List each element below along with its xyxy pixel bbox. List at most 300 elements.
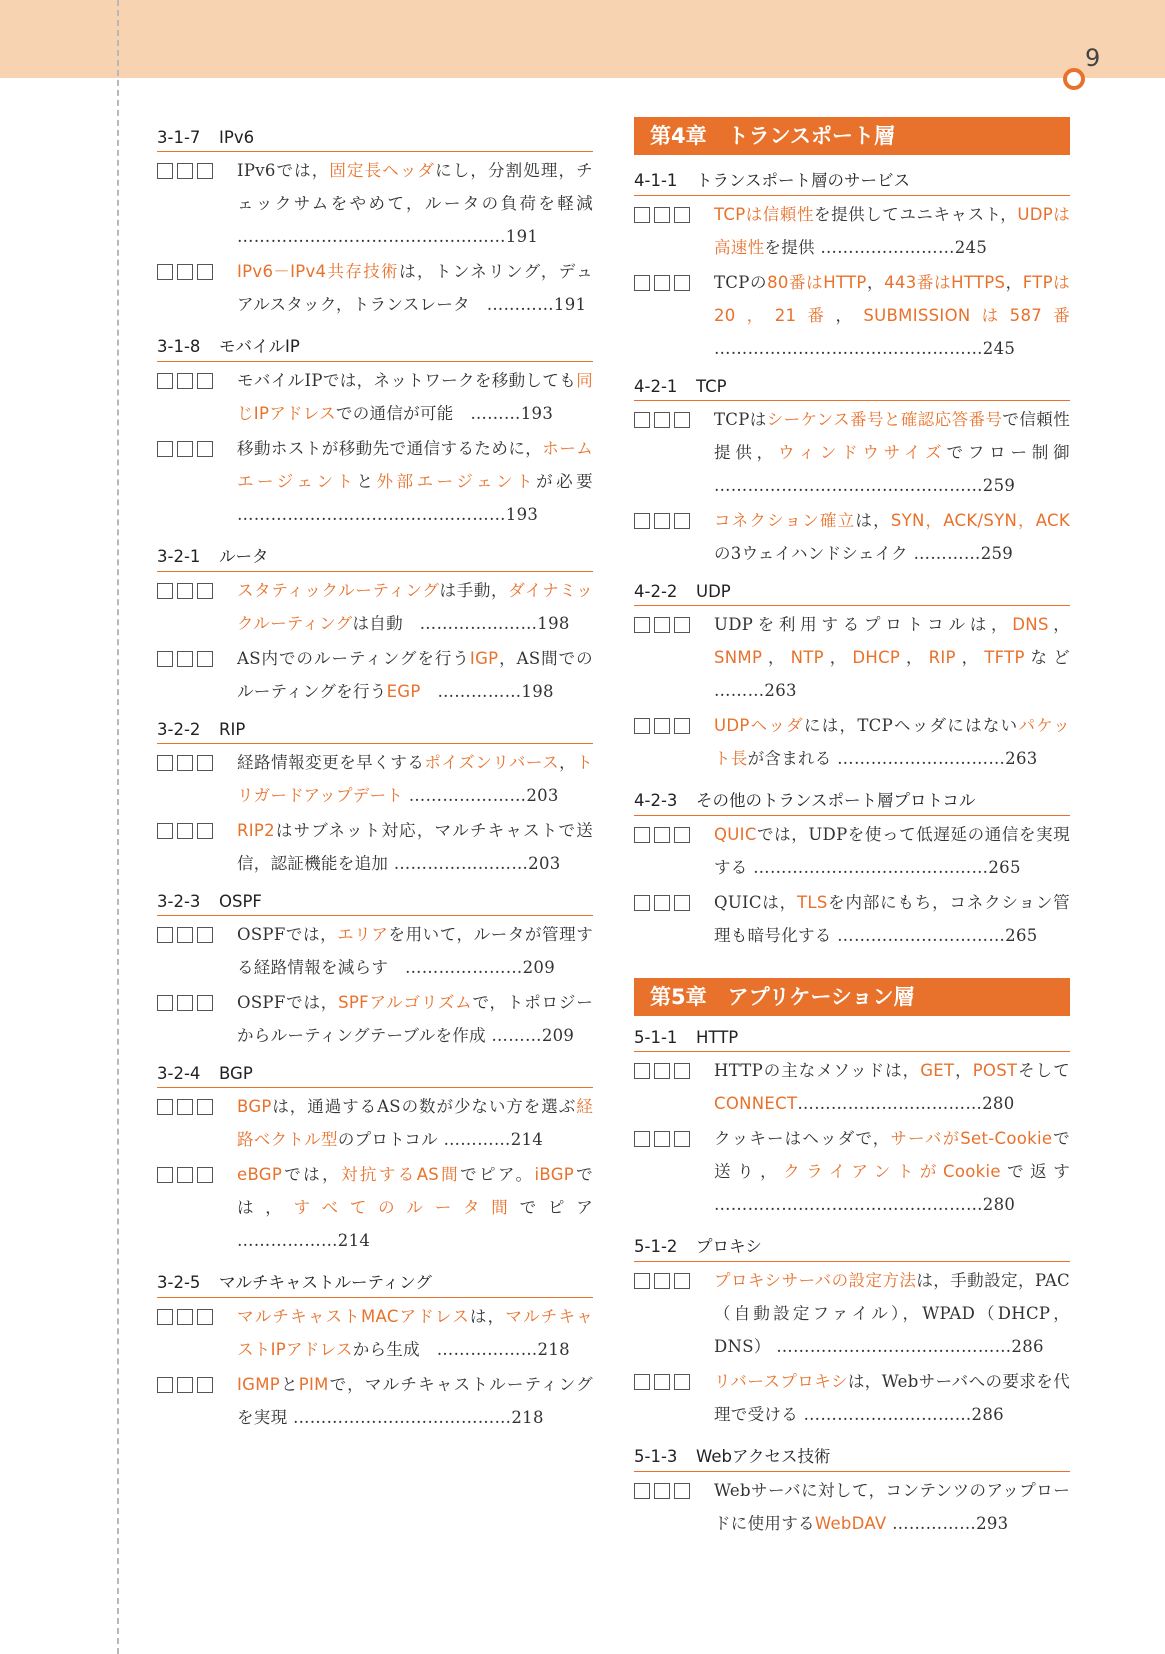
- checkbox-icon[interactable]: [177, 1167, 193, 1183]
- checklist-item: [634, 818, 1070, 884]
- section-title: [634, 1231, 1070, 1262]
- page-reference: ……………198: [437, 682, 554, 701]
- page-reference: ………193: [470, 404, 554, 423]
- binding-guide-line: [117, 0, 119, 1654]
- checkbox-group: [157, 1167, 213, 1183]
- text-segment: QUICは，: [714, 893, 797, 912]
- left-column: [157, 126, 610, 1434]
- section-number: 4-2-1: [634, 377, 678, 396]
- checkbox-icon[interactable]: [157, 651, 173, 667]
- section-title-text: その他のトランスポート層プロトコル: [696, 791, 976, 810]
- text-segment: IPv6では，: [237, 161, 330, 180]
- section-title: [157, 126, 593, 152]
- text-segment: は，: [469, 1307, 506, 1326]
- checkbox-icon[interactable]: [177, 1377, 193, 1393]
- checkbox-icon[interactable]: [177, 264, 193, 280]
- checkbox-icon[interactable]: [157, 995, 173, 1011]
- page-reference: ………209: [491, 1026, 575, 1045]
- section-title: [634, 1026, 1070, 1052]
- chapter-4-heading: 第4章 トランスポート層: [634, 117, 1070, 155]
- text-segment: TCPの: [714, 273, 768, 292]
- keyword-highlight: 対抗するAS間: [341, 1165, 461, 1184]
- checkbox-icon[interactable]: [197, 583, 213, 599]
- keyword-highlight: エリア: [337, 925, 389, 944]
- checkbox-icon[interactable]: [157, 441, 173, 457]
- text-segment: は，: [855, 511, 891, 530]
- keyword-highlight: PIM: [298, 1375, 329, 1394]
- section-3-2-4: [157, 1062, 610, 1257]
- text-segment: の3ウェイハンドシェイク: [714, 544, 914, 563]
- keyword-highlight: RIP2: [237, 821, 275, 840]
- checkbox-icon[interactable]: [654, 275, 670, 291]
- text-segment: ，AS間でのルーティングを行う: [237, 649, 593, 701]
- page-reference: …………………209: [405, 958, 555, 977]
- keyword-highlight: DNS: [1012, 615, 1049, 634]
- checkbox-icon[interactable]: [177, 995, 193, 1011]
- checkbox-icon[interactable]: [197, 1099, 213, 1115]
- checkbox-icon[interactable]: [197, 1309, 213, 1325]
- keyword-highlight: RIP: [928, 648, 956, 667]
- text-segment: で返す: [1000, 1162, 1071, 1181]
- item-text: [237, 642, 593, 708]
- section-5-1-3: [634, 1441, 1070, 1540]
- keyword-highlight: UDPは高速性: [714, 205, 1071, 257]
- item-text: [237, 918, 593, 984]
- checkbox-icon[interactable]: [157, 1099, 173, 1115]
- checkbox-icon[interactable]: [654, 617, 670, 633]
- keyword-highlight: QUIC: [714, 825, 757, 844]
- section-3-1-8: [157, 331, 593, 531]
- checkbox-icon[interactable]: [674, 207, 690, 223]
- text-segment: のプロトコル: [337, 1130, 444, 1149]
- checkbox-group: [157, 823, 213, 839]
- page-reference: …………214: [443, 1130, 544, 1149]
- section-title: [634, 1441, 1070, 1472]
- checkbox-icon[interactable]: [654, 207, 670, 223]
- checklist-item: [157, 986, 593, 1052]
- checkbox-icon[interactable]: [674, 617, 690, 633]
- text-segment: には，TCPヘッダにはない: [803, 716, 1019, 735]
- checkbox-icon[interactable]: [674, 895, 690, 911]
- item-text: [714, 1054, 1070, 1120]
- keyword-highlight: CONNECT: [714, 1094, 798, 1113]
- page-reference: …………………198: [419, 614, 570, 633]
- text-segment: ，: [900, 648, 929, 667]
- checkbox-icon[interactable]: [177, 823, 193, 839]
- checklist-item: [157, 364, 593, 430]
- keyword-highlight: 経路ベクトル型: [237, 1097, 593, 1149]
- checkbox-icon[interactable]: [197, 651, 213, 667]
- text-segment: は，通過するASの数が少ない方を選ぶ: [271, 1097, 577, 1116]
- keyword-highlight: クライアントがCookie: [783, 1162, 1001, 1181]
- section-number: 3-1-7: [157, 128, 201, 147]
- item-text: [237, 986, 593, 1052]
- checkbox-icon[interactable]: [654, 718, 670, 734]
- checkbox-icon[interactable]: [157, 583, 173, 599]
- checkbox-icon[interactable]: [177, 1309, 193, 1325]
- checkbox-icon[interactable]: [674, 1131, 690, 1147]
- text-segment: ，: [823, 648, 853, 667]
- checkbox-icon[interactable]: [197, 1377, 213, 1393]
- checkbox-icon[interactable]: [197, 1167, 213, 1183]
- item-text: [714, 1365, 1070, 1431]
- checkbox-group: [634, 895, 690, 911]
- page-reference: …………………203: [408, 786, 559, 805]
- keyword-highlight: ポイズンリバース: [424, 753, 560, 772]
- page-reference: ……………………245: [820, 238, 988, 257]
- text-segment: HTTPの主なメソッドは，: [714, 1061, 921, 1080]
- checkbox-group: [634, 1063, 690, 1079]
- checkbox-icon[interactable]: [197, 927, 213, 943]
- text-segment: 移動ホストが移動先で通信するために，: [237, 439, 543, 458]
- checklist-item: [157, 1090, 593, 1156]
- section-title: [634, 580, 1070, 606]
- keyword-highlight: SNMP: [714, 648, 763, 667]
- text-segment: を用いて，ルータが管理する経路情報を減らす: [237, 925, 593, 977]
- keyword-highlight: FTPは20，21番: [714, 273, 1070, 325]
- item-text: [714, 709, 1070, 775]
- checkbox-icon[interactable]: [654, 1374, 670, 1390]
- text-segment: TCPは: [714, 410, 767, 429]
- item-text: [714, 403, 1070, 502]
- page-reference: …………191: [486, 295, 587, 314]
- checkbox-group: [634, 1273, 690, 1289]
- checklist-item: [157, 746, 593, 812]
- section-number: 3-2-5: [157, 1273, 201, 1292]
- checkbox-icon[interactable]: [654, 1063, 670, 1079]
- section-title-text: プロキシ: [696, 1237, 762, 1256]
- checkbox-group: [634, 275, 690, 291]
- checklist-item: [634, 504, 1070, 570]
- checkbox-icon[interactable]: [674, 1063, 690, 1079]
- item-text: [237, 814, 593, 880]
- text-segment: では，: [237, 1165, 593, 1217]
- checkbox-icon[interactable]: [177, 441, 193, 457]
- header-band: [0, 0, 1165, 78]
- checkbox-icon[interactable]: [674, 1273, 690, 1289]
- item-text: [714, 266, 1070, 365]
- checklist-item: [157, 1158, 610, 1257]
- text-segment: そして: [1017, 1061, 1070, 1080]
- item-text: [714, 1474, 1070, 1540]
- checkbox-icon[interactable]: [157, 755, 173, 771]
- keyword-highlight: SUBMISSIONは587番: [863, 306, 1070, 325]
- checkbox-group: [157, 651, 213, 667]
- keyword-highlight: BGP: [237, 1097, 272, 1116]
- checkbox-group: [634, 412, 690, 428]
- checkbox-icon[interactable]: [654, 513, 670, 529]
- text-segment: は，トンネリング，デュアルスタック，トランスレータ: [237, 262, 593, 314]
- page-reference: …………………………………………193: [237, 505, 539, 524]
- chapter-4-sections: [634, 165, 1087, 952]
- section-title: [157, 1267, 593, 1298]
- text-segment: ，: [1048, 615, 1070, 634]
- section-number: 4-2-2: [634, 582, 678, 601]
- text-segment: での通信が可能: [335, 404, 471, 423]
- checkbox-icon[interactable]: [197, 373, 213, 389]
- checkbox-icon[interactable]: [177, 163, 193, 179]
- checkbox-icon[interactable]: [177, 927, 193, 943]
- checkbox-icon[interactable]: [157, 927, 173, 943]
- section-number: 3-2-4: [157, 1064, 201, 1083]
- checkbox-icon[interactable]: [157, 373, 173, 389]
- page-reference: …………………………286: [803, 1405, 1004, 1424]
- checkbox-group: [634, 1483, 690, 1499]
- text-segment: UDPを利用するプロトコルは，: [714, 615, 1013, 634]
- checklist-item: [157, 255, 593, 321]
- checkbox-group: [634, 513, 690, 529]
- keyword-highlight: パケット長: [714, 716, 1070, 768]
- checkbox-icon[interactable]: [177, 373, 193, 389]
- checkbox-icon[interactable]: [634, 895, 650, 911]
- section-title: [157, 541, 593, 572]
- right-column: [634, 117, 1087, 1540]
- section-title-text: マルチキャストルーティング: [219, 1273, 432, 1292]
- text-segment: を提供: [764, 238, 821, 257]
- page-reference: ……………………………………265: [753, 858, 1021, 877]
- keyword-highlight: トリガードアップデート: [237, 753, 593, 805]
- text-segment: は手動，: [439, 581, 509, 600]
- checkbox-icon[interactable]: [197, 823, 213, 839]
- keyword-highlight: WebDAV: [814, 1514, 887, 1533]
- item-text: [714, 198, 1070, 264]
- keyword-highlight: 443番はHTTPS: [884, 273, 1006, 292]
- text-segment: を内部にもち，コネクション管理も暗号化する: [714, 893, 1070, 945]
- item-text: [237, 1300, 593, 1366]
- section-title: [634, 785, 1070, 816]
- checkbox-group: [157, 163, 213, 179]
- text-segment: が含まれる: [747, 749, 838, 768]
- text-segment: モバイルIPでは，ネットワークを移動しても: [237, 371, 577, 390]
- section-title-text: トランスポート層のサービス: [696, 171, 911, 190]
- keyword-highlight: スタティックルーティング: [237, 581, 440, 600]
- checkbox-icon[interactable]: [157, 1167, 173, 1183]
- section-title-text: ルータ: [219, 547, 269, 566]
- text-segment: が必要: [536, 472, 593, 491]
- chapter-5-sections: [634, 1026, 1070, 1540]
- page-reference: …………………………………………245: [714, 339, 1016, 358]
- page-reference: …………………………………218: [292, 1408, 544, 1427]
- page-reference: …………………………………………280: [714, 1195, 1016, 1214]
- text-segment: [421, 682, 438, 701]
- item-text: [237, 1090, 593, 1156]
- checklist-item: [634, 1365, 1070, 1431]
- item-text: [714, 886, 1070, 952]
- checkbox-icon[interactable]: [177, 651, 193, 667]
- keyword-highlight: 同じIPアドレス: [237, 371, 593, 423]
- checkbox-icon[interactable]: [177, 755, 193, 771]
- keyword-highlight: IGP: [469, 649, 499, 668]
- keyword-highlight: プロキシサーバの設定方法: [714, 1271, 917, 1290]
- checkbox-icon[interactable]: [634, 412, 650, 428]
- checkbox-icon[interactable]: [654, 1131, 670, 1147]
- checkbox-icon[interactable]: [674, 827, 690, 843]
- section-4-2-2: [634, 580, 1087, 775]
- text-segment: で送り，: [714, 1129, 1070, 1181]
- checklist-item: [634, 1264, 1070, 1363]
- text-segment: OSPFでは，: [237, 993, 339, 1012]
- text-segment: を提供してユニキャスト，: [814, 205, 1018, 224]
- section-title-text: UDP: [696, 582, 731, 601]
- keyword-highlight: IPv6－IPv4共存技術: [237, 262, 400, 281]
- checkbox-group: [157, 1099, 213, 1115]
- page-reference: ………………214: [237, 1231, 371, 1250]
- checkbox-icon[interactable]: [157, 823, 173, 839]
- section-title-text: IPv6: [219, 128, 255, 147]
- checkbox-icon[interactable]: [634, 718, 650, 734]
- checklist-item: [157, 918, 593, 984]
- checkbox-icon[interactable]: [674, 1483, 690, 1499]
- keyword-highlight: シーケンス番号と確認応答番号: [766, 410, 1003, 429]
- checkbox-icon[interactable]: [157, 264, 173, 280]
- keyword-highlight: NTP: [790, 648, 824, 667]
- text-segment: ，: [835, 306, 864, 325]
- keyword-highlight: IGMP: [237, 1375, 281, 1394]
- text-segment: OSPFでは，: [237, 925, 338, 944]
- checkbox-icon[interactable]: [654, 827, 670, 843]
- text-segment: と: [280, 1375, 299, 1394]
- checkbox-icon[interactable]: [674, 1374, 690, 1390]
- checkbox-icon[interactable]: [654, 412, 670, 428]
- page-reference: …………………………………………259: [714, 476, 1016, 495]
- section-number: 5-1-3: [634, 1447, 678, 1466]
- text-segment: で，マルチキャストルーティングを実現: [237, 1375, 593, 1427]
- keyword-highlight: マルチキャストIPアドレス: [237, 1307, 594, 1359]
- section-title: [634, 375, 1070, 401]
- text-segment: ，: [1005, 273, 1023, 292]
- text-segment: ，: [955, 648, 985, 667]
- section-4-2-3: [634, 785, 1070, 952]
- checkbox-group: [634, 827, 690, 843]
- checkbox-icon[interactable]: [634, 1131, 650, 1147]
- keyword-highlight: 外部エージェント: [376, 472, 537, 491]
- checkbox-group: [157, 1309, 213, 1325]
- text-segment: AS内でのルーティングを行う: [237, 649, 470, 668]
- text-segment: ，: [559, 753, 577, 772]
- checkbox-icon[interactable]: [674, 275, 690, 291]
- checklist-item: [634, 608, 1087, 707]
- section-number: 3-2-2: [157, 720, 201, 739]
- keyword-highlight: マルチキャストMACアドレス: [237, 1307, 470, 1326]
- checklist-item: [634, 1054, 1070, 1120]
- checkbox-icon[interactable]: [654, 1483, 670, 1499]
- checkbox-icon[interactable]: [654, 895, 670, 911]
- section-number: 5-1-1: [634, 1028, 678, 1047]
- page-reference: ………263: [714, 681, 797, 700]
- text-segment: ，: [866, 273, 885, 292]
- text-segment: 経路情報変更を早くする: [237, 753, 425, 772]
- text-segment: は自動: [352, 614, 420, 633]
- checkbox-group: [157, 755, 213, 771]
- keyword-highlight: POST: [972, 1061, 1018, 1080]
- keyword-highlight: TLS: [796, 893, 828, 912]
- page-number: 9: [1085, 44, 1101, 72]
- text-segment: は，手動設定，PAC（自動設定ファイル），WPAD（DHCP，DNS）: [714, 1271, 1070, 1356]
- keyword-highlight: 固定長ヘッダ: [329, 161, 436, 180]
- keyword-highlight: すべてのルータ間: [293, 1198, 520, 1217]
- page-reference: …………………………263: [837, 749, 1038, 768]
- checkbox-icon[interactable]: [197, 995, 213, 1011]
- item-text: [714, 1122, 1070, 1221]
- checklist-item: [157, 432, 593, 531]
- checkbox-group: [634, 617, 690, 633]
- checkbox-icon[interactable]: [654, 1273, 670, 1289]
- checkbox-icon[interactable]: [197, 163, 213, 179]
- page-reference: …………………………265: [837, 926, 1038, 945]
- checkbox-icon[interactable]: [634, 1374, 650, 1390]
- text-segment: クッキーはヘッダで，: [714, 1129, 891, 1148]
- item-text: [237, 154, 593, 253]
- checklist-item: [634, 1474, 1070, 1540]
- checkbox-icon[interactable]: [634, 827, 650, 843]
- section-title-text: BGP: [219, 1064, 253, 1083]
- text-segment: Webサーバに対して，コンテンツのアップロードに使用する: [714, 1481, 1070, 1533]
- checklist-item: [157, 574, 593, 640]
- keyword-highlight: SYN，ACK/SYN，ACK: [890, 511, 1070, 530]
- checkbox-icon[interactable]: [674, 718, 690, 734]
- section-3-2-2: [157, 718, 593, 880]
- checkbox-icon[interactable]: [177, 583, 193, 599]
- item-text: [237, 1158, 610, 1257]
- checkbox-icon[interactable]: [634, 1483, 650, 1499]
- text-segment: では，UDPを使って低遅延の通信を実現する: [714, 825, 1070, 877]
- keyword-highlight: DHCP: [852, 648, 901, 667]
- checkbox-icon[interactable]: [157, 1377, 173, 1393]
- text-segment: でピア。: [460, 1165, 535, 1184]
- checkbox-icon[interactable]: [157, 1309, 173, 1325]
- page-reference: ……………293: [892, 1514, 1009, 1533]
- checkbox-icon[interactable]: [197, 755, 213, 771]
- item-text: [714, 1264, 1070, 1363]
- checkbox-group: [634, 1131, 690, 1147]
- checkbox-icon[interactable]: [674, 412, 690, 428]
- checklist-item: [157, 814, 593, 880]
- section-title: [157, 1062, 593, 1088]
- checklist-item: [157, 1368, 593, 1434]
- checkbox-icon[interactable]: [197, 441, 213, 457]
- text-segment: など: [1024, 648, 1087, 667]
- item-text: [237, 574, 593, 640]
- keyword-highlight: TCPは信頼性: [714, 205, 815, 224]
- checkbox-icon[interactable]: [197, 264, 213, 280]
- section-4-1-1: [634, 165, 1070, 365]
- keyword-highlight: TFTP: [984, 648, 1025, 667]
- text-segment: から生成: [352, 1340, 437, 1359]
- checkbox-icon[interactable]: [674, 513, 690, 529]
- keyword-highlight: EGP: [386, 682, 421, 701]
- checkbox-icon[interactable]: [177, 1099, 193, 1115]
- checkbox-icon[interactable]: [634, 1273, 650, 1289]
- checkbox-icon[interactable]: [634, 207, 650, 223]
- checkbox-icon[interactable]: [634, 513, 650, 529]
- checkbox-icon[interactable]: [157, 163, 173, 179]
- section-title-text: Webアクセス技術: [696, 1447, 831, 1466]
- checkbox-icon[interactable]: [634, 1063, 650, 1079]
- keyword-highlight: サーバがSet-Cookie: [890, 1129, 1053, 1148]
- section-5-1-1: [634, 1026, 1070, 1221]
- keyword-highlight: iBGP: [534, 1165, 575, 1184]
- checkbox-icon[interactable]: [634, 617, 650, 633]
- keyword-highlight: eBGP: [237, 1165, 283, 1184]
- keyword-highlight: リバースプロキシ: [714, 1372, 848, 1391]
- checklist-item: [634, 266, 1070, 365]
- section-number: 3-2-3: [157, 892, 201, 911]
- checkbox-icon[interactable]: [634, 275, 650, 291]
- page-reference: ……………………203: [393, 854, 561, 873]
- section-number: 5-1-2: [634, 1237, 678, 1256]
- keyword-highlight: ホームエージェント: [237, 439, 594, 491]
- checkbox-group: [157, 441, 213, 457]
